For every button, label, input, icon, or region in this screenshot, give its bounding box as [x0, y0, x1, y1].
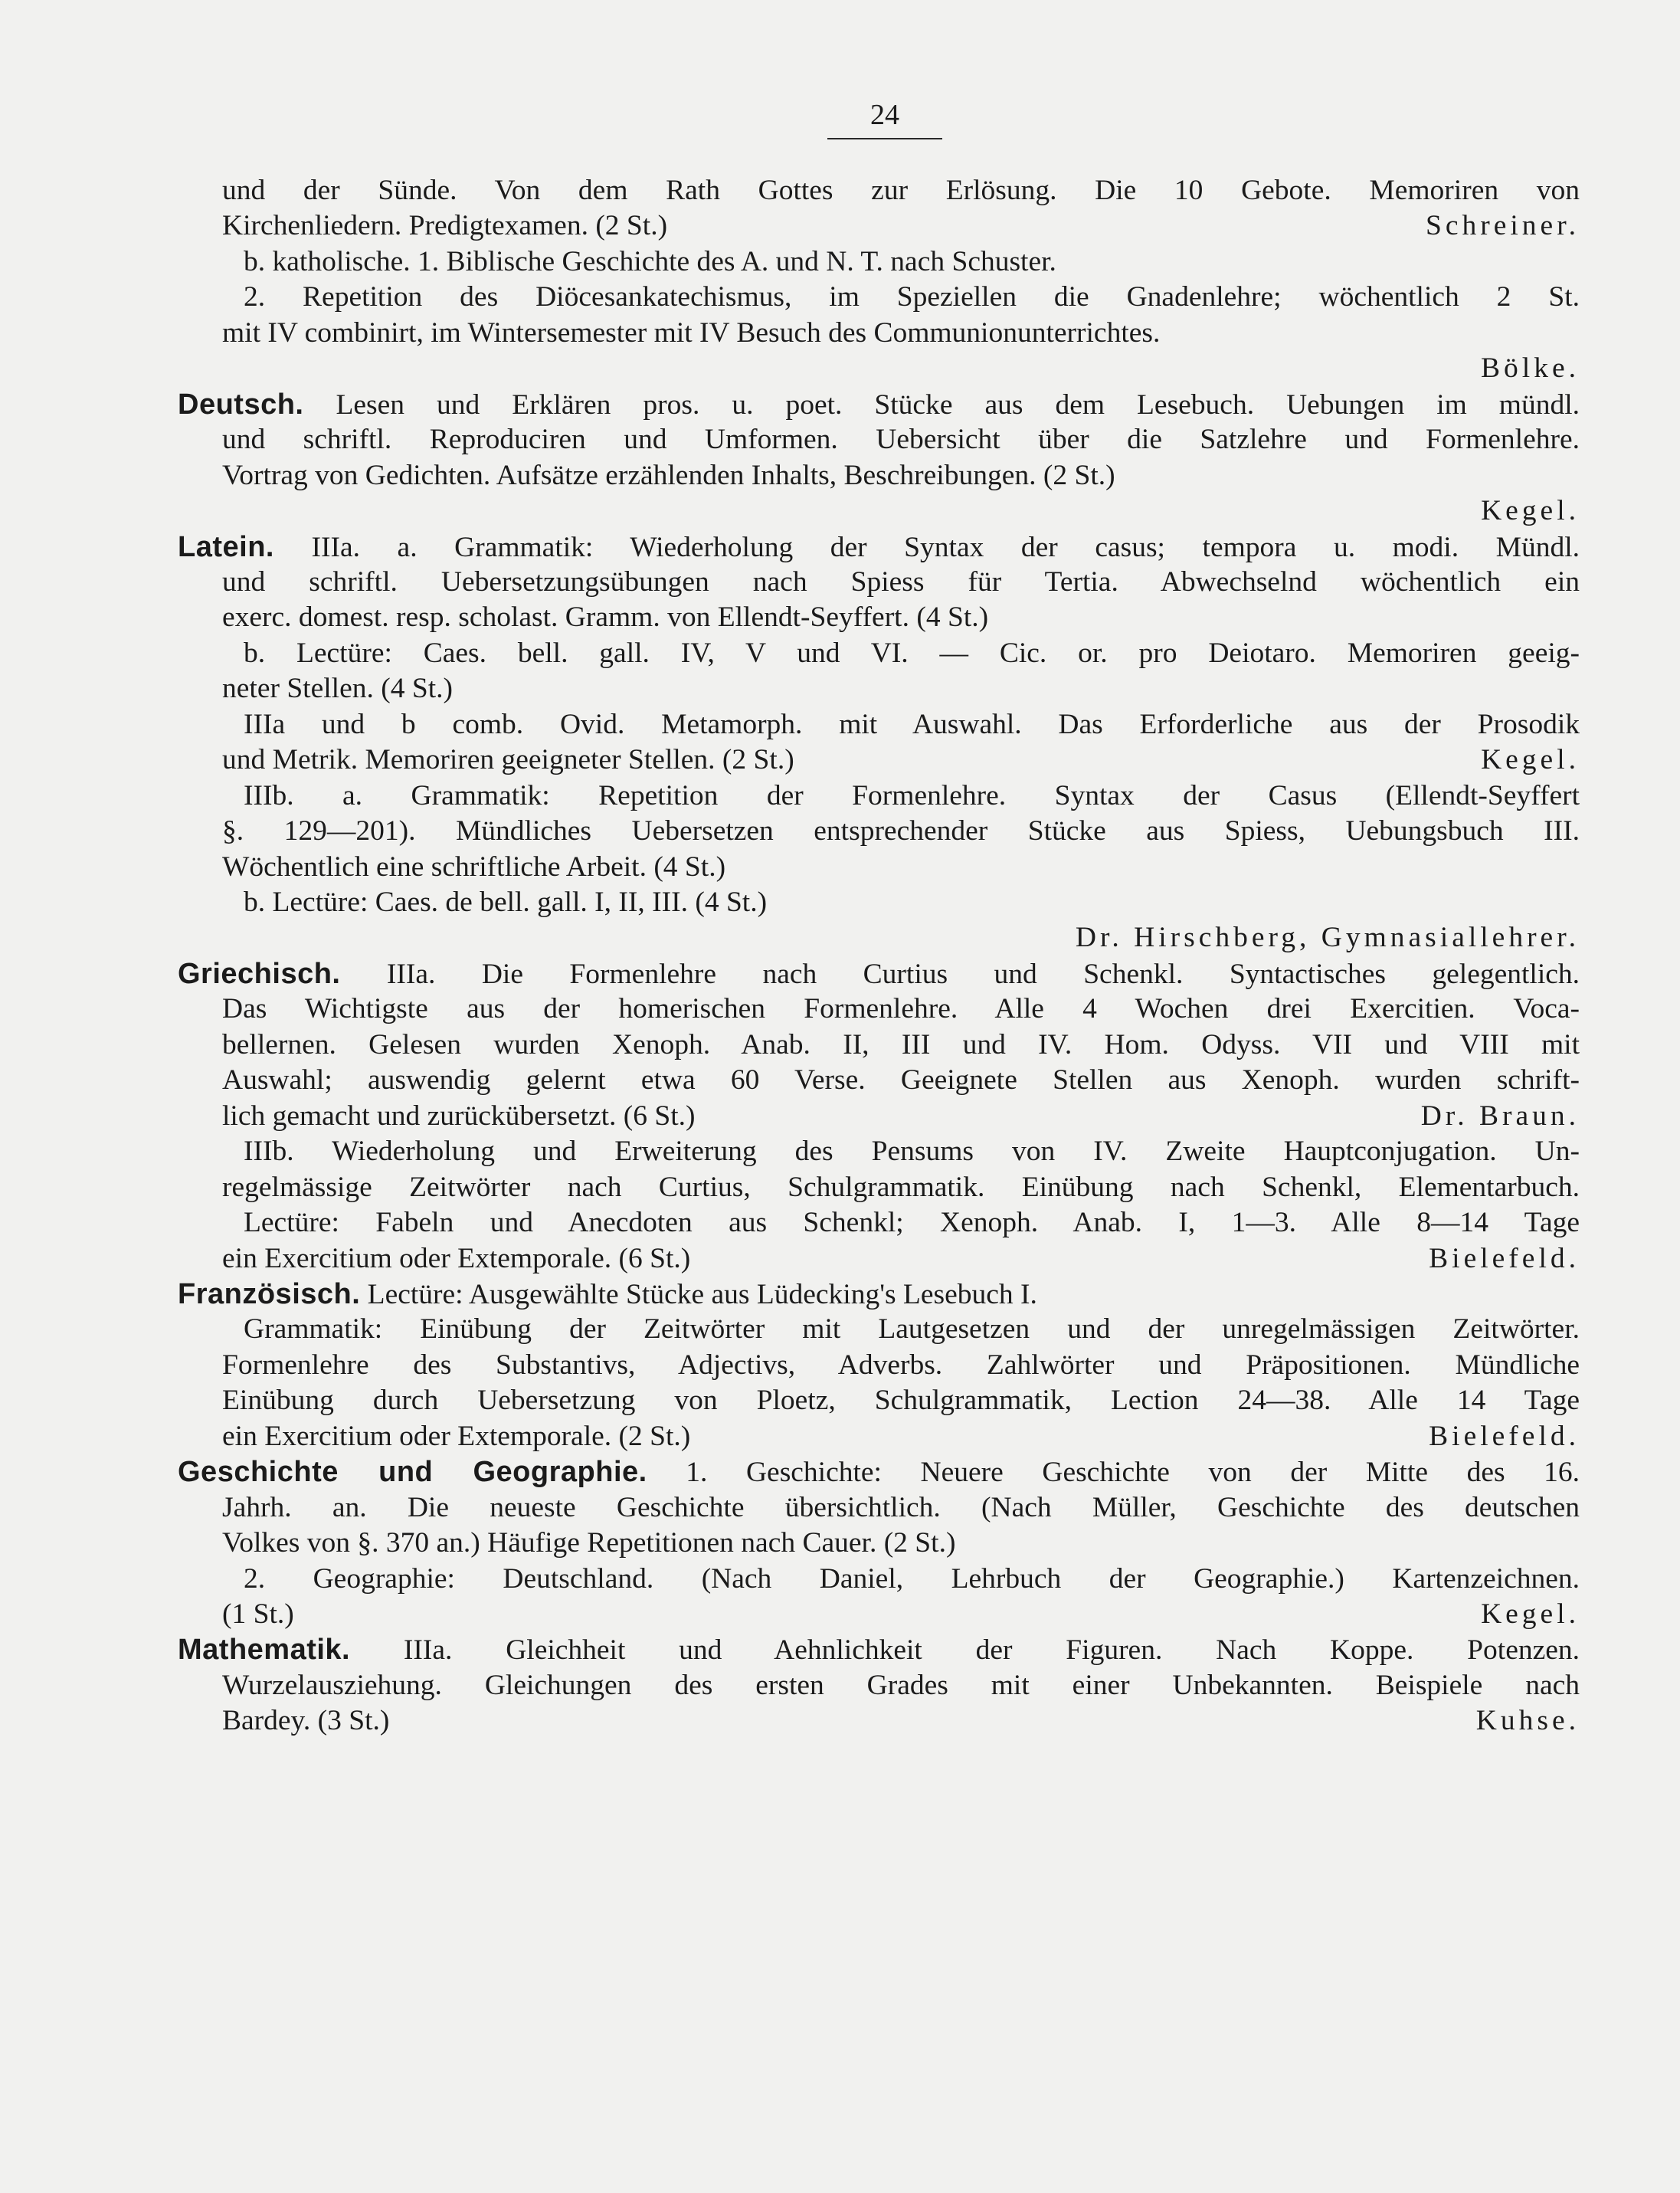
body-line: Einübung durch Uebersetzung von Ploetz, Schulgrammatik, Lection 24—38. Alle 14 Tage — [222, 1385, 1580, 1416]
body-line: bellernen. Gelesen wurden Xenoph. Anab. II, III und IV. Hom. Odyss. VII und VIII mit — [222, 1029, 1580, 1060]
body-line — [222, 1241, 1580, 1277]
line-text: lich gemacht und zurückübersetzt. (6 St.) — [222, 1100, 696, 1132]
body-line: Wurzelausziehung. Gleichungen des ersten Grades mit einer Unbekannten. Beispiele nach — [222, 1670, 1580, 1701]
subject-title: Latein. — [178, 531, 274, 563]
body-line: Lectüre: Fabeln und Anecdoten aus Schenkl; Xenoph. Anab. I, 1—3. Alle 8—14 Tage — [244, 1207, 1580, 1238]
body-line — [222, 208, 1580, 244]
body-line: b. Lectüre: Caes. de bell. gall. I, II, III. (4 St.) — [244, 887, 768, 918]
subject-heading-line — [178, 1277, 1580, 1313]
body-line: Jahrh. an. Die neueste Geschichte übersichtlich. (Nach Müller, Geschichte des deutschen — [222, 1492, 1580, 1523]
line-text: Lesen und Erklären pros. u. poet. Stücke aus dem Lesebuch. Uebungen im mündl. — [336, 389, 1580, 421]
line-text: ein Exercitium oder Extemporale. (2 St.) — [222, 1421, 691, 1452]
subject-heading-line — [178, 387, 1580, 423]
line-text: ein Exercitium oder Extemporale. (6 St.) — [222, 1243, 691, 1274]
body-line: 2. Geographie: Deutschland. (Nach Daniel, Lehrbuch der Geographie.) Kartenzeichnen. — [244, 1563, 1580, 1595]
teacher-signature: Kegel. — [1481, 495, 1580, 526]
line-text: IIIa. Gleichheit und Aehnlichkeit der Figuren. Nach Koppe. Potenzen. — [403, 1634, 1580, 1666]
body-line: Das Wichtigste aus der homerischen Formenlehre. Alle 4 Wochen drei Exercitien. Voca- — [222, 993, 1580, 1024]
subject-title: Geschichte und Geographie. — [178, 1456, 647, 1488]
body-line — [222, 1419, 1580, 1454]
page-number-rule — [827, 138, 942, 139]
line-text: IIIa. Die Formenlehre nach Curtius und Schenkl. Syntactisches gelegentlich. — [386, 959, 1580, 990]
body-line: IIIb. Wiederholung und Erweiterung des Pensums von IV. Zweite Hauptconjugation. Un- — [244, 1136, 1580, 1167]
body-line: b. katholische. 1. Biblische Geschichte des A. und N. T. nach Schuster. — [244, 246, 1056, 277]
body-line: neter Stellen. (4 St.) — [222, 673, 453, 704]
subject-heading-line — [178, 529, 1580, 565]
body-line: b. Lectüre: Caes. bell. gall. IV, V und VI. — Cic. or. pro Deiotaro. Memoriren geeig- — [244, 638, 1580, 669]
subject-heading-line — [178, 1632, 1580, 1668]
teacher-signature: Schreiner. — [1426, 210, 1580, 241]
teacher-signature: Kegel. — [1481, 744, 1580, 775]
body-line: und schriftl. Uebersetzungsübungen nach Spiess für Tertia. Abwechselnd wöchentlich ein — [222, 566, 1580, 598]
body-line: IIIa und b comb. Ovid. Metamorph. mit Auswahl. Das Erforderliche aus der Prosodik — [244, 709, 1580, 740]
body-line: regelmässige Zeitwörter nach Curtius, Schulgrammatik. Einübung nach Schenkl, Elementarbuch. — [222, 1172, 1580, 1203]
line-text: Lectüre: Ausgewählte Stücke aus Lüdecking's Lesebuch I. — [367, 1279, 1037, 1310]
teacher-signature: Bielefeld. — [1429, 1243, 1580, 1274]
body-line: Formenlehre des Substantivs, Adjectivs, Adverbs. Zahlwörter und Präpositionen. Mündliche — [222, 1349, 1580, 1381]
page-number: 24 — [870, 99, 899, 131]
body-line: mit IV combinirt, im Wintersemester mit IV Besuch des Communionunterrichtes. — [222, 317, 1161, 349]
subject-title: Griechisch. — [178, 958, 341, 990]
body-line — [222, 742, 1580, 778]
line-text: IIIa. a. Grammatik: Wiederholung der Syntax der casus; tempora u. modi. Mündl. — [311, 532, 1580, 563]
body-line: exerc. domest. resp. scholast. Gramm. von Ellendt-Seyffert. (4 St.) — [222, 602, 989, 633]
line-text: Bardey. (3 St.) — [222, 1705, 390, 1736]
body-line — [222, 1099, 1580, 1134]
subject-heading-line — [178, 1454, 1580, 1490]
body-line: IIIb. a. Grammatik: Repetition der Formenlehre. Syntax der Casus (Ellendt-Seyffert — [244, 780, 1580, 811]
body-line: und der Sünde. Von dem Rath Gottes zur Erlösung. Die 10 Gebote. Memoriren von — [222, 175, 1580, 206]
subject-title: Mathematik. — [178, 1634, 351, 1666]
teacher-signature: Kuhse. — [1475, 1705, 1580, 1736]
body-line: Grammatik: Einübung der Zeitwörter mit Lautgesetzen und der unregelmässigen Zeitwörter. — [244, 1313, 1580, 1345]
line-text: Kirchenliedern. Predigtexamen. (2 St.) — [222, 210, 668, 241]
teacher-signature: Dr. Hirschberg, Gymnasiallehrer. — [1075, 922, 1580, 953]
teacher-signature: Kegel. — [1481, 1598, 1580, 1630]
subject-title: Französisch. — [178, 1278, 361, 1310]
teacher-signature: Dr. Braun. — [1420, 1100, 1580, 1132]
subject-title: Deutsch. — [178, 388, 304, 421]
body-line: und schriftl. Reproduciren und Umformen. Uebersicht über die Satzlehre und Formenlehre. — [222, 424, 1580, 455]
line-text: (1 St.) — [222, 1598, 294, 1630]
body-line: Volkes von §. 370 an.) Häufige Repetitionen nach Cauer. (2 St.) — [222, 1527, 956, 1559]
line-text: und Metrik. Memoriren geeigneter Stellen. (2 St.) — [222, 744, 794, 775]
body-line: §. 129—201). Mündliches Uebersetzen entsprechender Stücke aus Spiess, Uebungsbuch III. — [222, 815, 1580, 847]
body-line: 2. Repetition des Diöcesankatechismus, im Speziellen die Gnadenlehre; wöchentlich 2 St. — [244, 281, 1580, 313]
body-line: Auswahl; auswendig gelernt etwa 60 Verse. Geeignete Stellen aus Xenoph. wurden schrift- — [222, 1064, 1580, 1096]
line-text: 1. Geschichte: Neuere Geschichte von der Mitte des 16. — [686, 1457, 1580, 1488]
teacher-signature: Bölke. — [1481, 352, 1580, 384]
body-line: Wöchentlich eine schriftliche Arbeit. (4 St.) — [222, 851, 726, 883]
teacher-signature: Bielefeld. — [1429, 1421, 1580, 1452]
subject-heading-line — [178, 956, 1580, 992]
body-line — [222, 1703, 1580, 1739]
body-line — [222, 1597, 1580, 1632]
body-line: Vortrag von Gedichten. Aufsätze erzählenden Inhalts, Beschreibungen. (2 St.) — [222, 460, 1115, 491]
